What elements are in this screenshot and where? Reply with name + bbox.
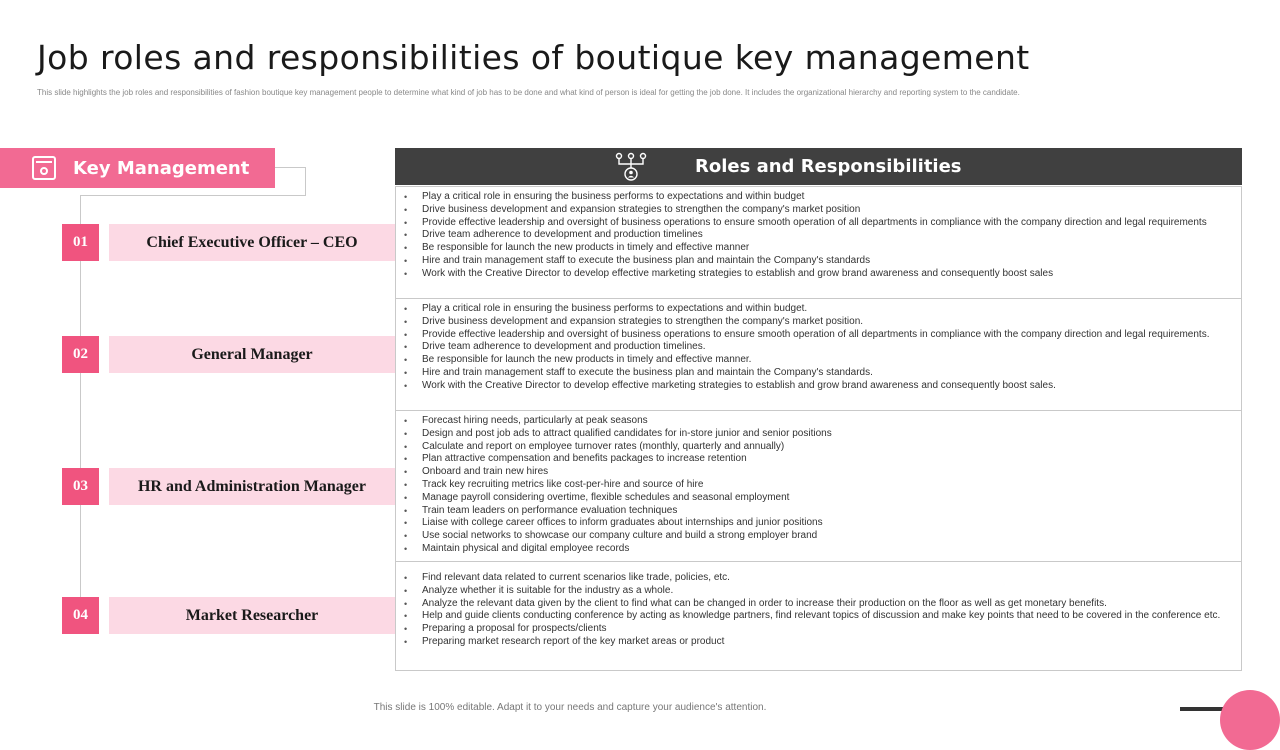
responsibilities-list <box>396 568 1241 649</box>
responsibilities-list <box>396 299 1241 393</box>
connector-line <box>275 167 306 196</box>
responsibility-item: • Use social networks to showcase our company culture and build a strong employer brand <box>422 530 1221 543</box>
briefcase-document-icon <box>32 156 56 180</box>
responsibility-item: • Play a critical role in ensuring the business performs to expectations and within budget. <box>422 303 1221 316</box>
page-title: Job roles and responsibilities of boutique key management <box>37 38 1030 77</box>
role-number-04: 04 <box>62 597 99 634</box>
responsibility-item: • Play a critical role in ensuring the business performs to expectations and within budget <box>422 191 1221 204</box>
responsibility-item: • Plan attractive compensation and benefits packages to increase retention <box>422 453 1221 466</box>
decorative-circle <box>1220 690 1280 750</box>
role-name-ceo: Chief Executive Officer – CEO <box>109 224 395 261</box>
responsibility-item: • Find relevant data related to current scenarios like trade, policies, etc. <box>422 572 1221 585</box>
responsibility-item: • Help and guide clients conducting conference by acting as knowledge partners, find relevant topics of discussion and make key points that need to be covered in the conference etc. <box>422 610 1221 623</box>
responsibility-item: • Preparing a proposal for prospects/clients <box>422 623 1221 636</box>
responsibility-item: • Hire and train management staff to execute the business plan and maintain the Company's standards. <box>422 367 1221 380</box>
responsibility-item: • Preparing market research report of the key market areas or product <box>422 636 1221 649</box>
responsibility-item: • Drive team adherence to development and production timelines. <box>422 341 1221 354</box>
role-number-03: 03 <box>62 468 99 505</box>
responsibility-item: • Be responsible for launch the new products in timely and effective manner. <box>422 354 1221 367</box>
responsibility-item: • Manage payroll considering overtime, flexible schedules and seasonal employment <box>422 492 1221 505</box>
responsibility-item: • Drive business development and expansion strategies to strengthen the company's market position. <box>422 316 1221 329</box>
responsibility-item: • Calculate and report on employee turnover rates (monthly, quarterly and annually) <box>422 441 1221 454</box>
role-name-hr-manager: HR and Administration Manager <box>109 468 395 505</box>
responsibility-item: • Be responsible for launch the new products in timely and effective manner <box>422 242 1221 255</box>
responsibilities-box-market-researcher <box>395 561 1242 671</box>
role-number-02: 02 <box>62 336 99 373</box>
responsibility-item: • Provide effective leadership and oversight of business operations to ensure smooth operation of all departments in compliance with the company direction and legal requirements <box>422 217 1221 230</box>
roles-responsibilities-header <box>395 148 1242 185</box>
responsibility-item: • Hire and train management staff to execute the business plan and maintain the Company's standards <box>422 255 1221 268</box>
responsibility-item: • Work with the Creative Director to develop effective marketing strategies to establish and grow brand awareness and consequently boost sales <box>422 268 1221 281</box>
responsibility-item: • Liaise with college career offices to inform graduates about internships and junior positions <box>422 517 1221 530</box>
responsibility-item: • Train team leaders on performance evaluation techniques <box>422 505 1221 518</box>
responsibility-item: • Drive team adherence to development and production timelines <box>422 229 1221 242</box>
role-number-01: 01 <box>62 224 99 261</box>
roles-responsibilities-label: Roles and Responsibilities <box>695 156 962 177</box>
responsibility-item: • Track key recruiting metrics like cost-per-hire and source of hire <box>422 479 1221 492</box>
role-name-general-manager: General Manager <box>109 336 395 373</box>
connector-line <box>80 195 306 196</box>
responsibility-item: • Maintain physical and digital employee records <box>422 543 1221 556</box>
role-name-market-researcher: Market Researcher <box>109 597 395 634</box>
org-hierarchy-icon <box>615 152 647 182</box>
responsibility-item: • Analyze whether it is suitable for the industry as a whole. <box>422 585 1221 598</box>
responsibilities-box-general-manager <box>395 298 1242 411</box>
key-management-label: Key Management <box>73 157 250 179</box>
responsibility-item: • Work with the Creative Director to develop effective marketing strategies to establish and grow brand awareness and consequently boost sales. <box>422 380 1221 393</box>
responsibilities-box-ceo <box>395 186 1242 299</box>
responsibility-item: • Onboard and train new hires <box>422 466 1221 479</box>
responsibilities-list <box>396 187 1241 281</box>
responsibility-item: • Drive business development and expansion strategies to strengthen the company's market position <box>422 204 1221 217</box>
responsibilities-box-hr-manager <box>395 410 1242 562</box>
footer-note: This slide is 100% editable. Adapt it to your needs and capture your audience's attention. <box>373 702 767 713</box>
responsibility-item: • Forecast hiring needs, particularly at peak seasons <box>422 415 1221 428</box>
responsibilities-list <box>396 411 1241 556</box>
responsibility-item: • Provide effective leadership and oversight of business operations to ensure smooth operation of all departments in compliance with the company direction and legal requirements. <box>422 329 1221 342</box>
responsibility-item: • Design and post job ads to attract qualified candidates for in-store junior and senior positions <box>422 428 1221 441</box>
key-management-header <box>0 148 275 188</box>
responsibility-item: • Analyze the relevant data given by the client to find what can be changed in order to increase their production on the floor as well as get monetary benefits. <box>422 598 1221 611</box>
page-subtitle: This slide highlights the job roles and responsibilities of fashion boutique key management people to determine what kind of job has to be done and what kind of person is ideal for getting the job done. It includes the organizational hierarchy and reporting system to the candidate. <box>37 88 1020 97</box>
